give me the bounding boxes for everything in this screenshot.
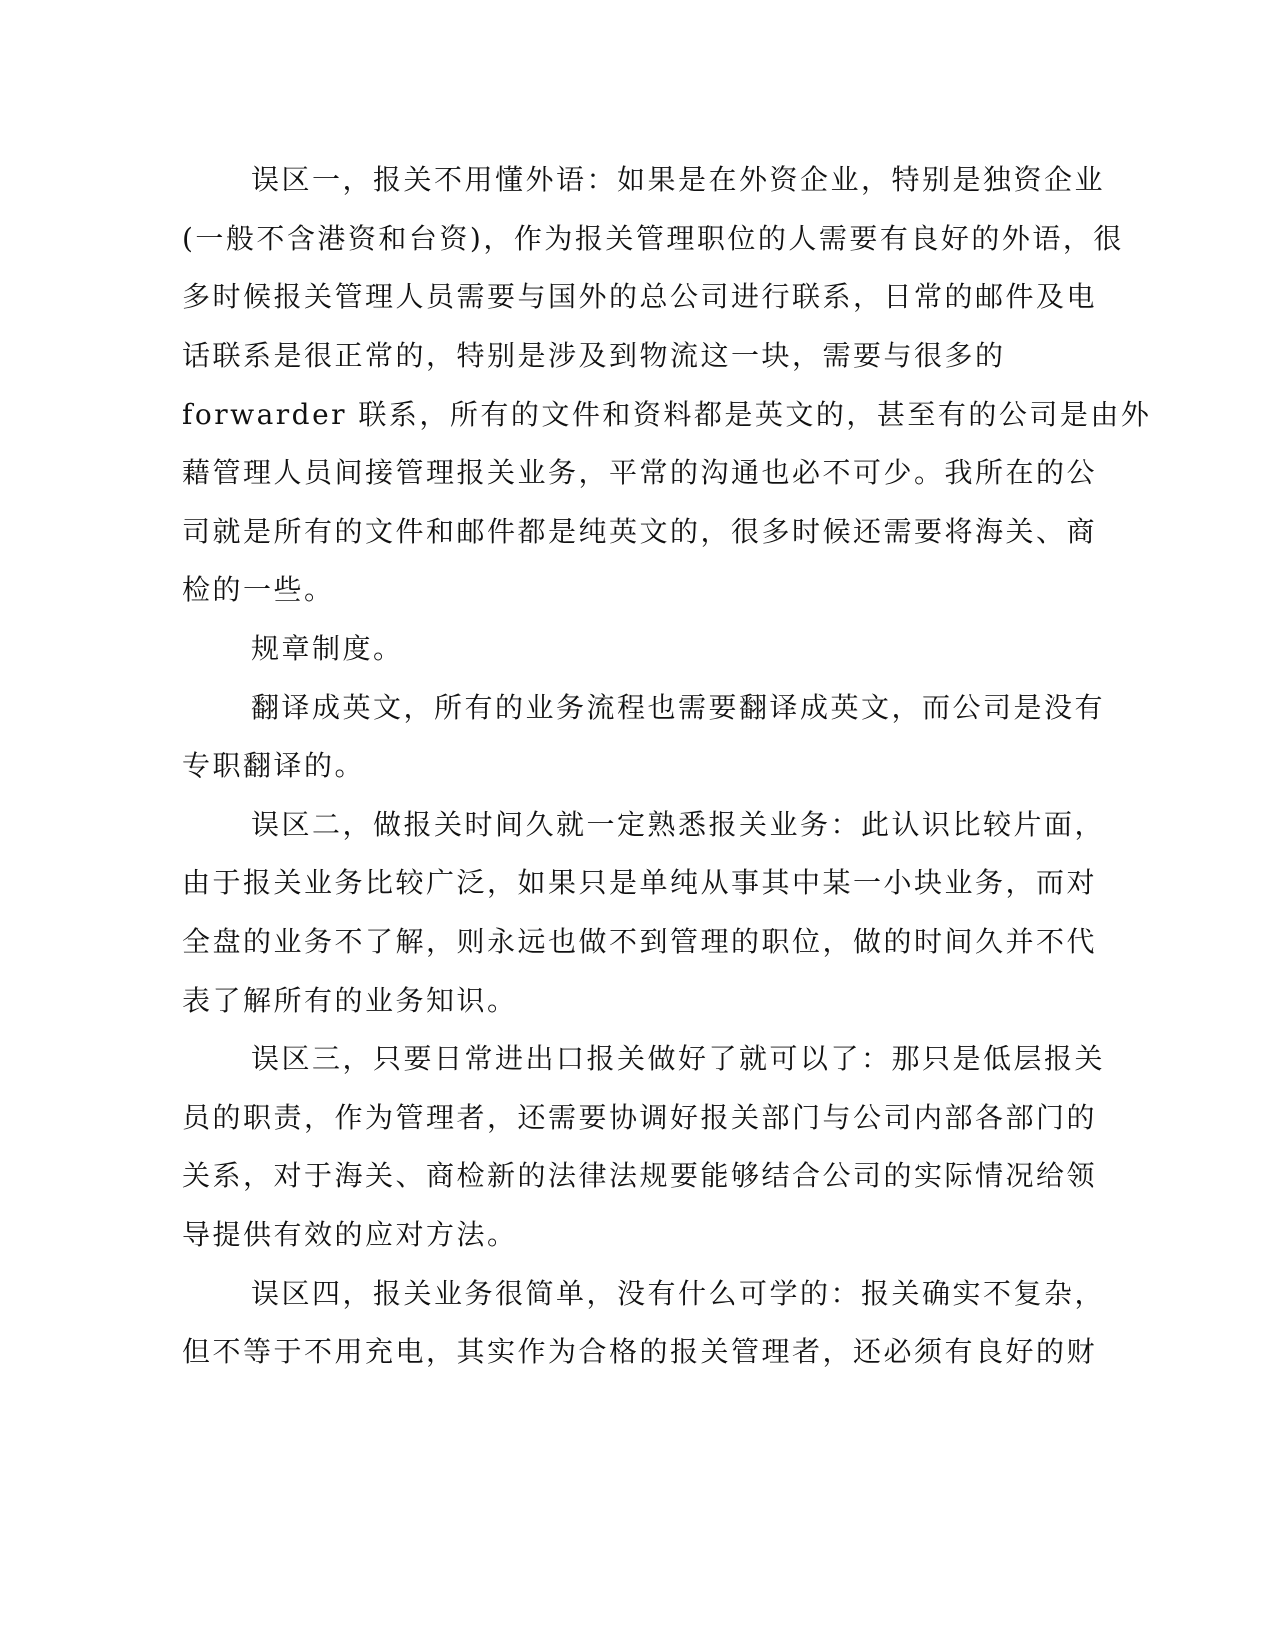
text-line: 专职翻译的。 xyxy=(182,749,366,782)
text-line: 误区四，报关业务很简单，没有什么可学的：报关确实不复杂， xyxy=(251,1277,1106,1310)
text-line: (一般不含港资和台资)，作为报关管理职位的人需要有良好的外语，很 xyxy=(182,222,1124,255)
text-line: 但不等于不用充电，其实作为合格的报关管理者，还必须有良好的财 xyxy=(182,1335,1098,1368)
text-line: 误区二，做报关时间久就一定熟悉报关业务：此认识比较片面， xyxy=(251,808,1106,841)
text-line: 规章制度。 xyxy=(251,632,404,665)
text-line: 导提供有效的应对方法。 xyxy=(182,1218,518,1251)
text-line: 话联系是很正常的，特别是涉及到物流这一块，需要与很多的 xyxy=(182,339,1006,372)
text-line: 翻译成英文，所有的业务流程也需要翻译成英文，而公司是没有 xyxy=(251,691,1106,724)
text-line: 表了解所有的业务知识。 xyxy=(182,984,518,1017)
text-line: 全盘的业务不了解，则永远也做不到管理的职位，做的时间久并不代 xyxy=(182,925,1098,958)
text-line: 司就是所有的文件和邮件都是纯英文的，很多时候还需要将海关、商 xyxy=(182,515,1098,548)
text-line: 多时候报关管理人员需要与国外的总公司进行联系，日常的邮件及电 xyxy=(182,280,1098,313)
text-line: forwarder 联系，所有的文件和资料都是英文的，甚至有的公司是由外 xyxy=(182,398,1152,431)
text-line: 由于报关业务比较广泛，如果只是单纯从事其中某一小块业务，而对 xyxy=(182,866,1098,899)
text-line: 藉管理人员间接管理报关业务，平常的沟通也必不可少。我所在的公 xyxy=(182,456,1098,489)
text-line: 员的职责，作为管理者，还需要协调好报关部门与公司内部各部门的 xyxy=(182,1101,1098,1134)
text-line: 关系，对于海关、商检新的法律法规要能够结合公司的实际情况给领 xyxy=(182,1159,1098,1192)
text-line: 误区三，只要日常进出口报关做好了就可以了：那只是低层报关 xyxy=(251,1042,1106,1075)
text-line: 检的一些。 xyxy=(182,573,335,606)
text-line: 误区一，报关不用懂外语：如果是在外资企业，特别是独资企业 xyxy=(251,163,1106,196)
